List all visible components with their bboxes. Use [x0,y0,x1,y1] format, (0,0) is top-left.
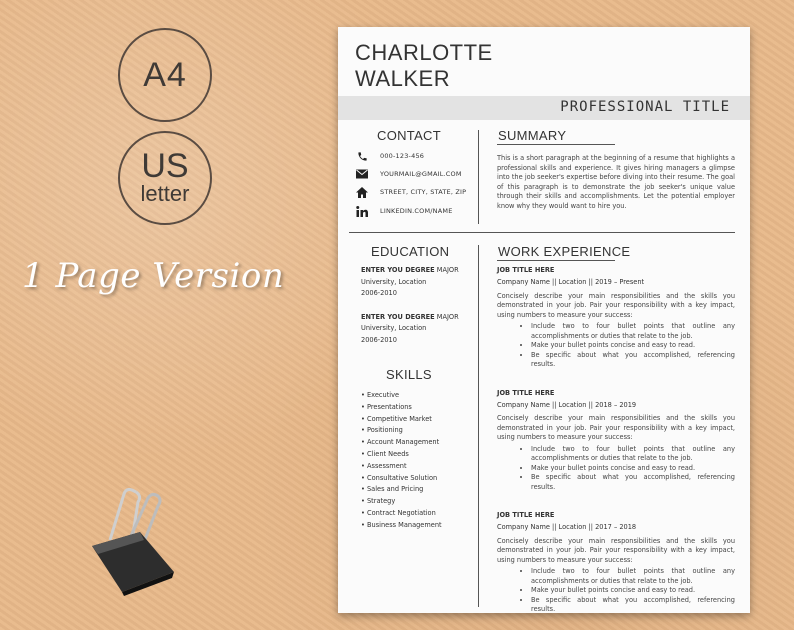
professional-title-bar [338,96,750,120]
skill-item: • Consultative Solution [361,473,473,485]
linkedin-text: LINKEDIN.COM/NAME [380,207,453,215]
job-title: JOB TITLE HERE [497,266,555,274]
major-text: MAJOR [436,266,459,274]
letter-label: letter [140,181,190,206]
skill-item: • Client Needs [361,449,473,461]
skill-item: • Business Management [361,520,473,532]
job-bullet: • Be specific about what you accomplished, referencing results. [531,596,735,615]
professional-title: PROFESSIONAL TITLE [560,99,730,115]
first-name: CHARLOTTE [355,40,493,65]
home-icon [355,185,369,199]
contact-linkedin [355,204,453,218]
mail-icon [355,167,369,181]
contact-phone [355,149,424,163]
summary-heading: SUMMARY [498,128,567,143]
skill-item: • Contract Negotiation [361,508,473,520]
job-title: JOB TITLE HERE [497,511,555,519]
tagline: 1 Page Version [22,256,285,296]
degree-text: ENTER YOU DEGREE [361,266,435,274]
major-text: MAJOR [436,312,459,321]
skill-item: • Positioning [361,425,473,437]
summary-underline [497,144,615,145]
job-company: Company Name || Location || 2018 – 2019 [497,400,637,409]
us-letter-badge [118,131,212,225]
skill-item: • Assessment [361,461,473,473]
degree-line [361,312,473,324]
binder-clip-icon [82,488,182,596]
skill-item: • Account Management [361,437,473,449]
job-company: Company Name || Location || 2017 – 2018 [497,523,637,531]
job-entry [497,511,735,615]
job-bullet: • Include two to four bullet points that outline any accomplishments or duties that relate to the job. [531,567,735,586]
skill-item: • Executive [361,390,473,402]
contact-address [355,185,466,199]
degree-text: ENTER YOU DEGREE [361,312,435,321]
resume-name [355,40,493,92]
job-bullet: • Include two to four bullet points that outline any accomplishments or duties that relate to the job. [531,322,735,341]
work-underline [497,260,615,261]
contact-heading: CONTACT [377,128,441,143]
skill-item: • Sales and Pricing [361,484,473,496]
education-list [361,265,473,346]
education-entry [361,265,473,300]
job-bullet: • Make your bullet points concise and easy to read. [531,586,735,596]
summary-text: This is a short paragraph at the beginning of a resume that highlights a professional skills and experience. It gives hiring managers a glimpse into the job seeker's expertise before diving into their resume. The goal of this paragraph is to demonstrate the job seeker's unique value through their skills and accomplishments. Let the potential employer know why they would want to hire you. [497,154,735,210]
job-bullets [497,445,735,493]
linkedin-icon [355,204,369,218]
section-divider [349,232,735,233]
skill-item: • Competitive Market [361,414,473,426]
job-bullets [497,567,735,615]
job-company: Company Name || Location || 2019 – Present [497,278,645,286]
a4-badge [118,28,212,122]
email-text: YOURMAIL@GMAIL.COM [380,170,462,178]
last-name: WALKER [355,66,451,91]
university-text: University, Location [361,324,427,332]
address-text: STREET, CITY, STATE, ZIP [380,188,467,196]
job-title: JOB TITLE HERE [497,388,555,397]
skills-list [361,390,473,532]
us-label: US [141,147,189,185]
job-bullet: • Be specific about what you accomplished, referencing results. [531,351,735,370]
skill-item: • Strategy [361,496,473,508]
education-heading: EDUCATION [371,244,450,259]
university-text: University, Location [361,277,427,286]
job-bullets [497,322,735,370]
contact-email [355,167,462,181]
work-heading: WORK EXPERIENCE [498,244,631,259]
years-text: 2006-2010 [361,335,397,344]
job-description: Concisely describe your main responsibilities and the skills you demonstrated in your job. Pair your responsibility with a key impact, using numbers to measure your success: [497,414,735,441]
skills-heading: SKILLS [386,367,432,382]
degree-line [361,265,473,277]
job-bullet: • Include two to four bullet points that outline any accomplishments or duties that relate to the job. [531,445,735,464]
phone-icon [355,149,369,163]
skill-item: • Presentations [361,402,473,414]
phone-text: 000-123-456 [380,152,425,160]
education-entry [361,312,473,347]
resume-sheet [338,27,750,613]
job-bullet: • Be specific about what you accomplished, referencing results. [531,473,735,492]
divider-bottom [478,245,479,607]
a4-label: A4 [143,55,187,94]
job-bullet: • Make your bullet points concise and easy to read. [531,341,735,351]
divider-top [478,130,479,224]
years-text: 2006-2010 [361,289,397,297]
job-bullet: • Make your bullet points concise and easy to read. [531,464,735,474]
work-list [497,266,735,615]
job-entry [497,266,735,370]
job-description: Concisely describe your main responsibilities and the skills you demonstrated in your job. Pair your responsibility with a key impact, using numbers to measure your success: [497,536,735,564]
job-entry [497,389,735,493]
job-description: Concisely describe your main responsibilities and the skills you demonstrated in your job. Pair your responsibility with a key impact, using numbers to measure your success: [497,291,735,319]
